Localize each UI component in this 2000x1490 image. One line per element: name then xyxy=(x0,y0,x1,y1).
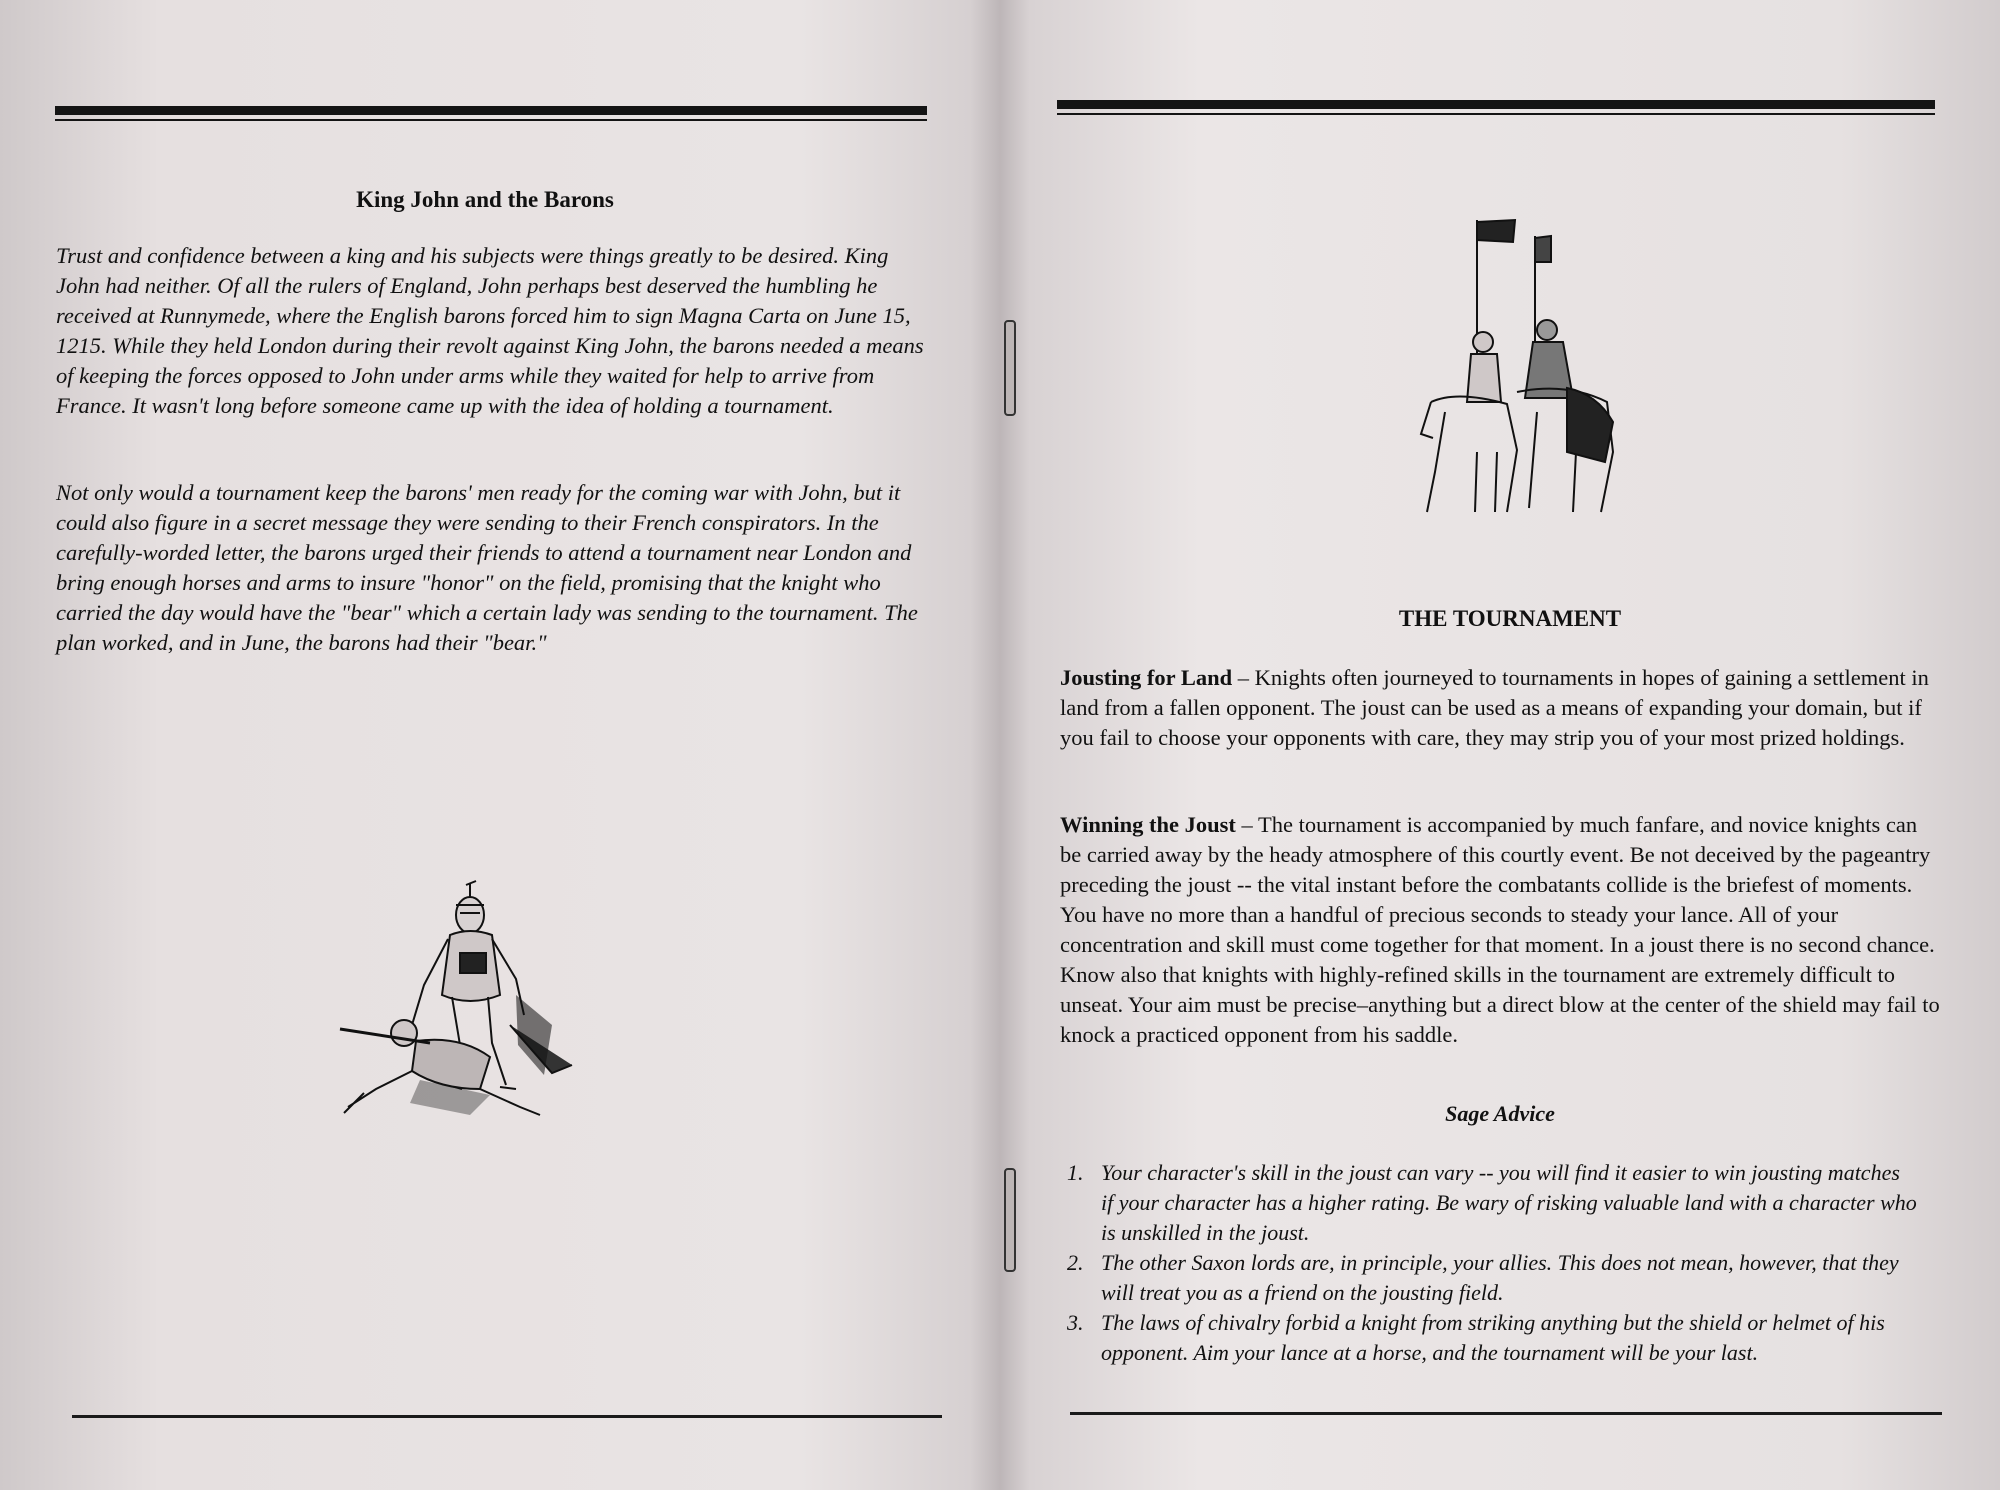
advice-number: 3. xyxy=(1067,1310,1084,1335)
top-rule xyxy=(55,106,927,115)
right-page xyxy=(1005,0,2000,1490)
advice-number: 2. xyxy=(1067,1250,1084,1275)
top-rule xyxy=(1057,100,1935,109)
advice-item xyxy=(1067,1308,1917,1368)
left-heading: King John and the Barons xyxy=(356,187,614,212)
left-paragraph-1: Trust and confidence between a king and his subjects were things greatly to be desired. King John had neither. Of all the rulers of England, John perhaps best deserved the humbling he received at Runnymede, where the English barons forced him to sign Magna Carta on June 15, 1215. While they held London during their revolt against King John, the barons needed a means of keeping the forces opposed to John under arms while they waited for help to arrive from France. It wasn't long before someone came up with the idea of holding a tournament. xyxy=(56,243,924,418)
winning-the-joust-text: – The tournament is accompanied by much fanfare, and novice knights can be carried away by the heady atmosphere of this courtly event. Be not deceived by the pageantry preceding the joust -- the vital instant before the combatants collide is the briefest of moments. You have no more than a handful of precious seconds to steady your lance. All of your concentration and skill must come together for that moment. In a joust there is no second chance. xyxy=(1060,812,1935,957)
winning-the-joust-extra: Know also that knights with highly-refined skills in the tournament are extremely difficult to unseat. Your aim must be precise–anything but a direct blow at the center of the shield may fail to knock a practiced opponent from his saddle. xyxy=(1060,962,1940,1047)
winning-the-joust-title: Winning the Joust xyxy=(1060,812,1236,837)
advice-text: The other Saxon lords are, in principle, your allies. This does not mean, however, that they will treat you as a friend on the jousting field. xyxy=(1101,1250,1899,1305)
jousting-for-land-paragraph xyxy=(1060,663,1940,753)
advice-number: 1. xyxy=(1067,1160,1084,1185)
advice-text: Your character's skill in the joust can vary -- you will find it easier to win jousting matches if your character has a higher rating. Be wary of risking valuable land with a character who is unskilled in the joust. xyxy=(1101,1160,1917,1245)
advice-item xyxy=(1067,1248,1917,1308)
left-paragraph-2: Not only would a tournament keep the barons' men ready for the coming war with John, but it could also figure in a secret message they were sending to their French conspirators. In the carefully-worded letter, the barons urged their friends to attend a tournament near London and bring enough horses and arms to insure "honor" on the field, promising that the knight who carried the day would have the "bear" which a certain lady was sending to the tournament. The plan worked, and in June, the barons had their "bear." xyxy=(56,480,918,655)
bottom-rule xyxy=(72,1415,942,1418)
advice-item xyxy=(1067,1158,1917,1248)
jousting-for-land-title: Jousting for Land xyxy=(1060,665,1233,690)
two-knights-on-horseback-illustration xyxy=(1417,212,1627,532)
fallen-knight-illustration xyxy=(320,875,620,1135)
sage-advice-list xyxy=(1067,1158,1917,1368)
bottom-rule xyxy=(1070,1412,1942,1415)
left-page xyxy=(0,0,995,1490)
advice-text: The laws of chivalry forbid a knight from striking anything but the shield or helmet of his opponent. Aim your lance at a horse, and the tournament will be your last. xyxy=(1101,1310,1885,1365)
sage-advice-heading: Sage Advice xyxy=(1445,1101,1555,1126)
tournament-heading: THE TOURNAMENT xyxy=(1398,606,1622,631)
jousting-for-land-text: – Knights often journeyed to tournaments in hopes of gaining a settlement in land from a fallen opponent. The joust can be used as a means of expanding your domain, but if you fail to choose your opponents with care, they may strip you of your most prized holdings. xyxy=(1060,665,1929,750)
winning-the-joust-paragraph xyxy=(1060,810,1940,1050)
